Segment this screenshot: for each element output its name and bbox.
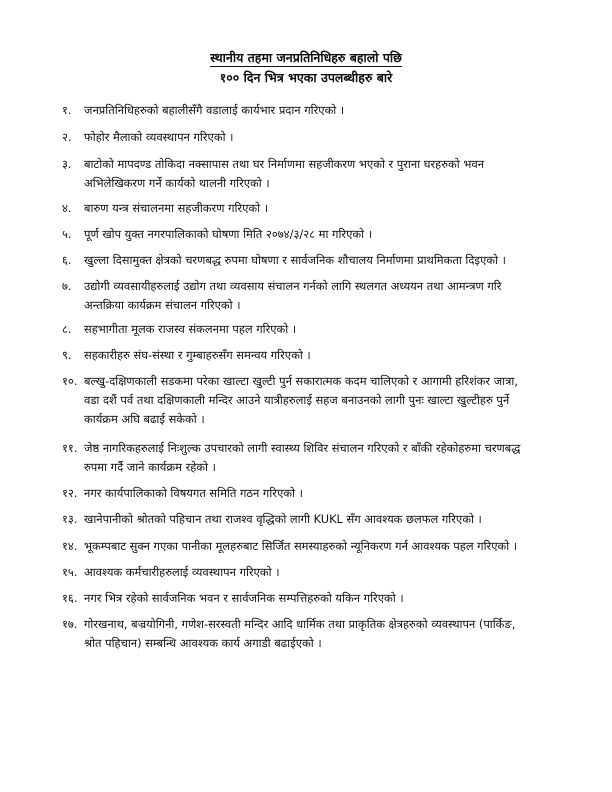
list-item xyxy=(62,510,562,529)
list-item xyxy=(62,439,562,477)
item-text: फोहोर मैलाको व्यवस्थापन गरिएको । xyxy=(84,130,234,144)
item-text: नगर भित्र रहेको सार्वजनिक भवन र सार्वजनिक सम्पत्तिहरुको यकिन गरिएको । xyxy=(84,591,404,605)
item-text: भूकम्पबाट सुक्न गएका पानीका मूलहरुबाट सिर्जित समस्याहरुको न्यूनिकरण गर्न आवश्यक पहल गरिएको । xyxy=(84,539,518,553)
item-text: जनप्रतिनिधिहरुको बहालीसँगै वडालाई कार्यभार प्रदान गरिएको । xyxy=(84,103,345,117)
item-number: १६. xyxy=(62,591,78,605)
item-number: ६. xyxy=(62,253,72,267)
item-number: ४. xyxy=(62,201,72,215)
item-number: ११. xyxy=(62,441,78,455)
item-number: ५. xyxy=(62,227,72,241)
item-number: ९. xyxy=(62,348,72,362)
item-number: १७. xyxy=(62,617,78,631)
list-item xyxy=(62,320,562,339)
item-text: आवश्यक कर्मचारीहरुलाई व्यवस्थापन गरिएको । xyxy=(84,565,280,579)
list-item xyxy=(62,563,562,582)
list-item xyxy=(62,537,562,556)
list-item xyxy=(62,199,562,218)
document-title xyxy=(0,50,612,66)
item-text: खुल्ला दिसामुक्त क्षेत्रको चरणबद्ध रुपमा घोषणा र सार्वजनिक शौचालय निर्माणमा प्राथमिकता दिइएको । xyxy=(84,253,506,267)
item-number: १. xyxy=(62,103,72,117)
item-text: उद्योगी व्यवसायीहरुलाई उद्योग तथा व्यवसाय संचालन गर्नको लागि स्थलगत अध्ययन तथा आमन्त्रण गरि अन्तक्रिया कार्यक्रम संचालन गरिएको । xyxy=(84,279,502,312)
item-number: ३. xyxy=(62,157,72,171)
list-item xyxy=(62,484,562,503)
item-number: १३. xyxy=(62,512,78,526)
item-text: बारुण यन्त्र संचालनमा सहजीकरण गरिएको । xyxy=(84,201,269,215)
list-item xyxy=(62,101,562,120)
item-number: १०. xyxy=(62,374,78,388)
list-item xyxy=(62,346,562,365)
item-number: ८. xyxy=(62,322,72,336)
item-text: जेष्ठ नागरिकहरुलाई निःशुल्क उपचारको लागी स्वास्थ्य शिविर संचालन गरिएको र बाँकी रहेकोहरुमा चरणबद्ध रुपमा गर्दै जाने कार्यक्रम रहेको । xyxy=(84,441,521,474)
item-number: १५. xyxy=(62,565,78,579)
item-text: नगर कार्यपालिकाको विषयगत समिति गठन गरिएको । xyxy=(84,486,303,500)
item-text: गोरखनाथ, बज्रयोगिनी, गणेश-सरस्वती मन्दिर आदि धार्मिक तथा प्राकृतिक क्षेत्रहरुको व्यवस्थापन (पार्किङ, श्रोत पहिचान) सम्बन्धि आवश्यक कार्य अगाडी बढाईएको । xyxy=(84,617,516,650)
list-item xyxy=(62,251,562,270)
list-item xyxy=(62,128,562,147)
item-text: बाटोको मापदण्ड तोकिदा नक्सापास तथा घर निर्माणमा सहजीकरण भएको र पुराना घरहरुको भवन अभिलेखिकरण गर्ने कार्यको थालनी गरिएको । xyxy=(84,157,485,190)
item-number: २. xyxy=(62,130,72,144)
list-item xyxy=(62,615,562,653)
item-number: १४. xyxy=(62,539,78,553)
item-text: खानेपानीको श्रोतको पहिचान तथा राजश्व वृद्धिको लागी KUKL सँग आवश्यक छलफल गरिएको । xyxy=(84,512,482,526)
item-text: सहभागीता मूलक राजस्व संकलनमा पहल गरिएको । xyxy=(84,322,297,336)
title-line-2: १०० दिन भित्र भएका उपलब्धीहरु बारे xyxy=(219,70,393,85)
list-item xyxy=(62,155,562,193)
list-item xyxy=(62,589,562,608)
item-number: १२. xyxy=(62,486,78,500)
item-number: ७. xyxy=(62,279,72,293)
item-text: सहकारीहरु संघ-संस्था र गुम्बाहरुसँग समन्वय गरिएको । xyxy=(84,348,311,362)
document-subtitle xyxy=(0,70,612,86)
title-line-1: स्थानीय तहमा जनप्रतिनिधिहरु बहालो पछि xyxy=(210,50,402,65)
list-item xyxy=(62,225,562,244)
item-text: बल्खु-दक्षिणकाली सडकमा परेका खाल्टा खुल्टी पुर्न सकारात्मक कदम चालिएको र आगामी हरिशंकर जात्रा, वडा दशैं पर्व तथा दक्षिणकाली मन्दिर आउने यात्रीहरुलाई सहज बनाउनको लागी पुनः खाल्टा खुल्टीहरु पुर्ने कार्यक्रम अघि बढाई सकेको । xyxy=(84,374,518,426)
item-text: पूर्ण खोप युक्त नगरपालिकाको घोषणा मिति २०७४/३/२८ मा गरिएको । xyxy=(84,227,373,241)
list-item xyxy=(62,277,562,315)
list-item xyxy=(62,372,562,429)
